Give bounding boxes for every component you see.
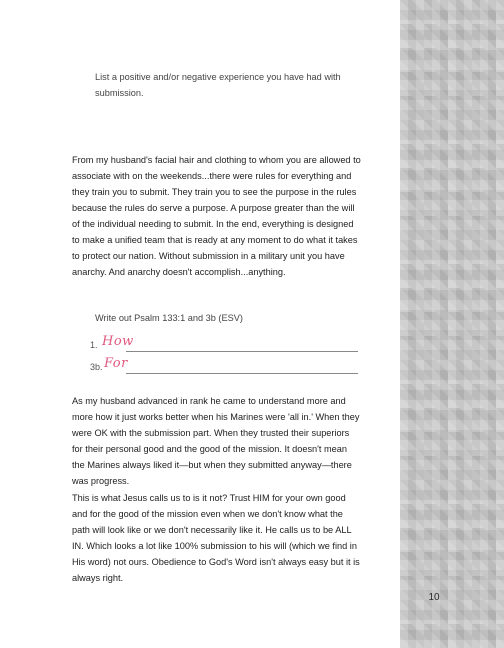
answer-line-3b[interactable] (90, 356, 358, 376)
answer-line-1[interactable] (90, 334, 358, 354)
scripture-prompt: Write out Psalm 133:1 and 3b (ESV) (95, 313, 243, 323)
paragraph-jesus-calls: This is what Jesus calls us to is it not? Trust HIM for your own good and for the good of the mission even when we don't know what the path will look like or we don't necessarily like it. He calls us to be ALL IN. Which looks a lot like 100% submission to his will (which we find in His word) not ours. Obedience to God's Word isn't always easy but it is always right. (72, 493, 360, 583)
handwritten-note: How (102, 334, 134, 349)
paragraph-all-in: As my husband advanced in rank he came to understand more and more how it just works better when his Marines were 'all in.' When they were OK with the submission part. When they trusted their superiors for their personal good and the good of the mission. It doesn't mean the Marines always liked it—but when they submitted anyway—there was progress. (72, 396, 360, 486)
writing-line (126, 373, 358, 374)
paragraph-military-rules: From my husband's facial hair and clothing to whom you are allowed to associate with on the weekends...there were rules for everything and they train you to submit. They train you to see the purpose in the rules because the rules do serve a purpose. A purpose greater than the will of the individual needing to submit. In the end, everything is designed to make a unified team that is ready at any moment to do what it takes to protect our nation. Without submission in a military unit you have anarchy. And anarchy doesn't accomplish...anything. (72, 155, 361, 277)
camouflage-sidebar (400, 0, 504, 648)
answer-line-label: 3b. (90, 362, 103, 372)
handwritten-note: For (104, 356, 128, 371)
experience-prompt: List a positive and/or negative experience you have had with submission. (95, 72, 341, 98)
writing-line (126, 351, 358, 352)
answer-line-label: 1. (90, 340, 98, 350)
page-number: 10 (428, 592, 440, 603)
